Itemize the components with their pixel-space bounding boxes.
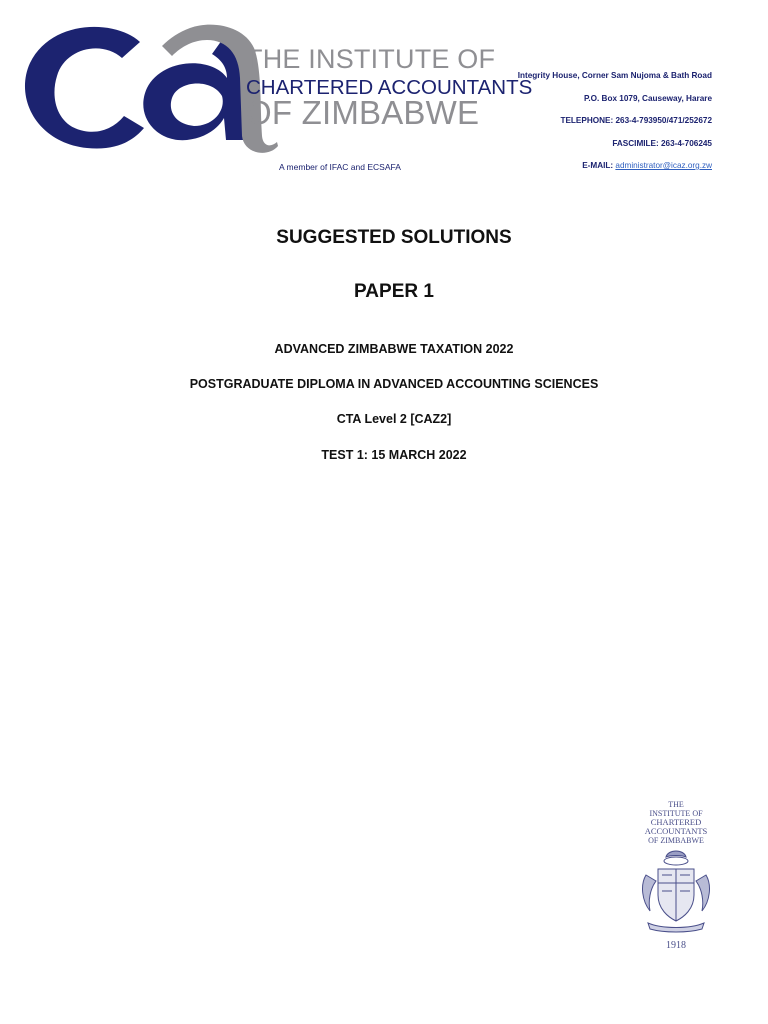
institute-seal bbox=[636, 800, 716, 950]
subject-line: ADVANCED ZIMBABWE TAXATION 2022 bbox=[274, 342, 514, 356]
email-label: E-MAIL: bbox=[582, 161, 614, 170]
seal-line: CHARTERED bbox=[650, 817, 702, 827]
seal-line: OF ZIMBABWE bbox=[648, 836, 704, 845]
member-text: A member of IFAC and ECSAFA bbox=[279, 162, 401, 172]
seal-line: THE bbox=[668, 800, 684, 809]
document-heading: SUGGESTED SOLUTIONS bbox=[276, 227, 512, 248]
seal-year: 1918 bbox=[666, 940, 686, 951]
contact-block bbox=[452, 70, 712, 183]
seal-text bbox=[636, 800, 716, 845]
email-line bbox=[452, 160, 712, 183]
level-line: CTA Level 2 [CAZ2] bbox=[336, 412, 452, 426]
logo-line-chartered: CHARTERED ACCOUNTANTS bbox=[246, 76, 533, 99]
coat-of-arms-icon bbox=[636, 845, 716, 933]
seal-line: ACCOUNTANTS bbox=[644, 826, 708, 836]
programme-line: POSTGRADUATE DIPLOMA IN ADVANCED ACCOUNTING SCIENCES bbox=[189, 377, 599, 391]
telephone-line: TELEPHONE: 263-4-793950/471/252672 bbox=[560, 116, 712, 125]
fax-line: FASCIMILE: 263-4-706245 bbox=[612, 138, 712, 148]
seal-line: INSTITUTE OF bbox=[649, 809, 703, 818]
address-line: Integrity House, Corner Sam Nujoma & Bath Road bbox=[517, 71, 712, 80]
paper-title: PAPER 1 bbox=[354, 281, 434, 302]
logo-line-zimbabwe: OF ZIMBABWE bbox=[246, 94, 480, 131]
po-box-line: P.O. Box 1079, Causeway, Harare bbox=[583, 93, 712, 103]
logo-line-institute: THE INSTITUTE OF bbox=[246, 44, 496, 74]
test-date-line: TEST 1: 15 MARCH 2022 bbox=[321, 448, 467, 462]
email-link[interactable]: administrator@icaz.org.zw bbox=[615, 161, 712, 170]
icaz-logo bbox=[22, 18, 533, 153]
